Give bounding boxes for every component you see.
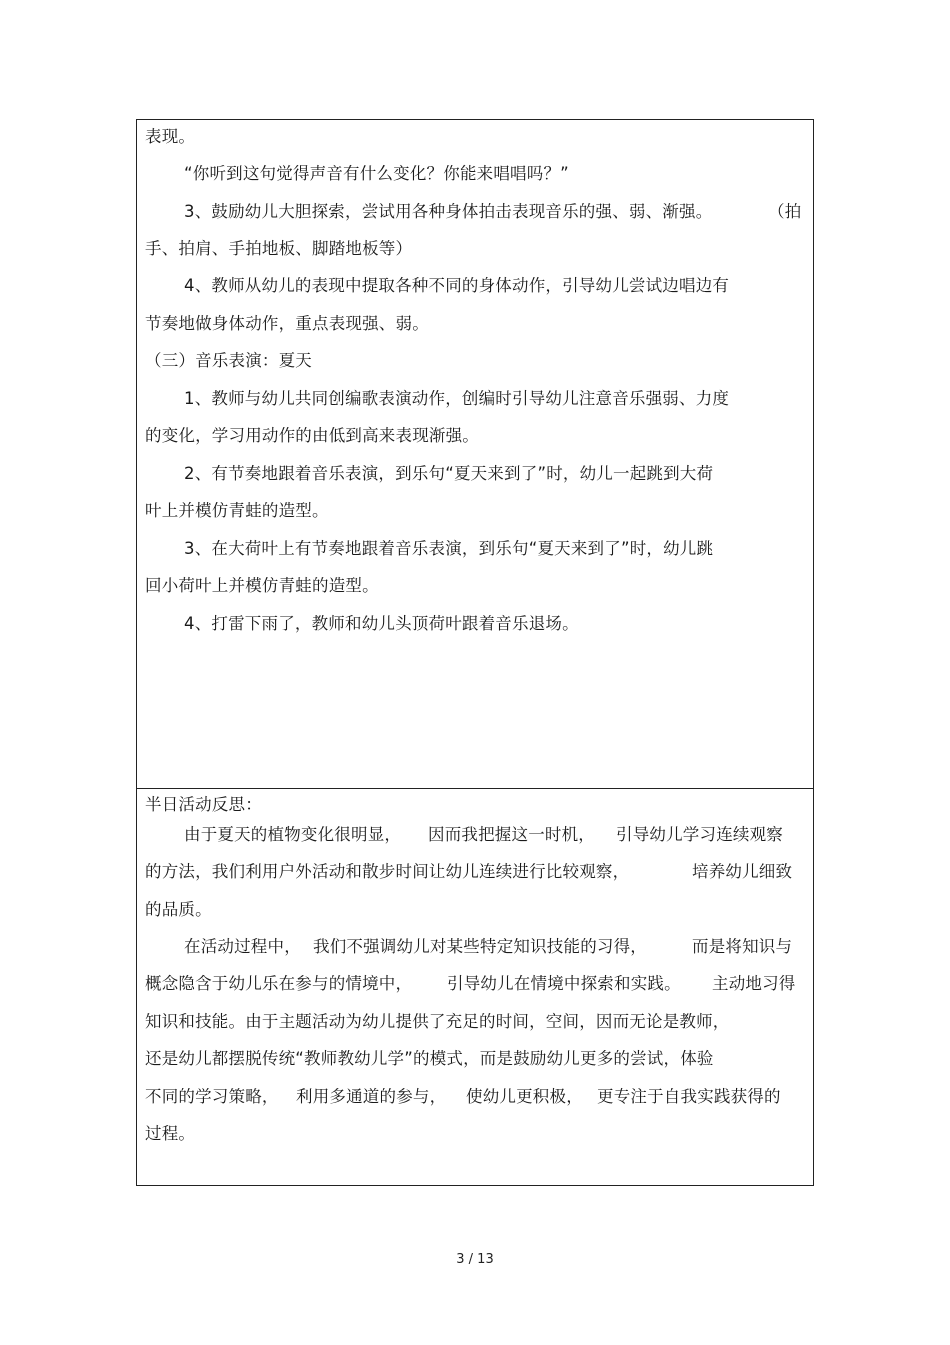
text-line: 4、教师从幼儿的表现中提取各种不同的身体动作，引导幼儿尝试边唱边有 [184,276,730,295]
section-heading: （三）音乐表演：夏天 [145,351,312,370]
text-line: 主动地习得 [712,974,796,993]
reflection-heading: 半日活动反思： [145,795,262,814]
text-line: （拍 [768,202,802,221]
text-line: 更专注于自我实践获得的 [597,1087,781,1106]
text-line: 表现。 [145,127,196,146]
text-line: 1、教师与幼儿共同创编歌表演动作，创编时引导幼儿注意音乐强弱、力度 [184,389,730,408]
text-line: 在活动过程中， [184,937,301,956]
text-line: 2、有节奏地跟着音乐表演，到乐句“夏天来到了”时，幼儿一起跳到大荷 [184,464,714,483]
text-line: 我们不强调幼儿对某些特定知识技能的习得， [313,937,647,956]
text-line: 还是幼儿都摆脱传统“教师教幼儿学”的模式，而是鼓励幼儿更多的尝试，体验 [145,1049,714,1068]
text-line: 而是将知识与 [692,937,793,956]
text-line: 叶上并模仿青蛙的造型。 [145,501,329,520]
text-line: 手、拍肩、手拍地板、脚踏地板等） [145,239,413,258]
text-line: 的品质。 [145,900,212,919]
text-line: “你听到这句觉得声音有什么变化？你能来唱唱吗？” [184,164,569,183]
text-line: 的变化，学习用动作的由低到高来表现渐强。 [145,426,479,445]
text-line: 3、鼓励幼儿大胆探索，尝试用各种身体拍击表现音乐的强、弱、渐强。 [184,202,713,221]
text-line: 4、打雷下雨了，教师和幼儿头顶荷叶跟着音乐退场。 [184,614,579,633]
text-line: 回小荷叶上并模仿青蛙的造型。 [145,576,379,595]
text-line: 知识和技能。由于主题活动为幼儿提供了充足的时间，空间，因而无论是教师， [145,1012,730,1031]
text-line: 由于夏天的植物变化很明显， [184,825,402,844]
text-line: 因而我把握这一时机， [428,825,595,844]
text-line: 利用多通道的参与， [296,1087,447,1106]
text-line: 的方法，我们利用户外活动和散步时间让幼儿连续进行比较观察， [145,862,630,881]
text-line: 引导幼儿学习连续观察 [616,825,783,844]
page-number: 3 / 13 [456,1252,494,1267]
text-line: 过程。 [145,1124,196,1143]
text-line: 3、在大荷叶上有节奏地跟着音乐表演，到乐句“夏天来到了”时，幼儿跳 [184,539,714,558]
text-line: 节奏地做身体动作，重点表现强、弱。 [145,314,429,333]
text-line: 使幼儿更积极， [466,1087,583,1106]
text-line: 概念隐含于幼儿乐在参与的情境中， [145,974,413,993]
text-line: 不同的学习策略， [145,1087,279,1106]
text-line: 培养幼儿细致 [692,862,793,881]
text-line: 引导幼儿在情境中探索和实践。 [447,974,681,993]
